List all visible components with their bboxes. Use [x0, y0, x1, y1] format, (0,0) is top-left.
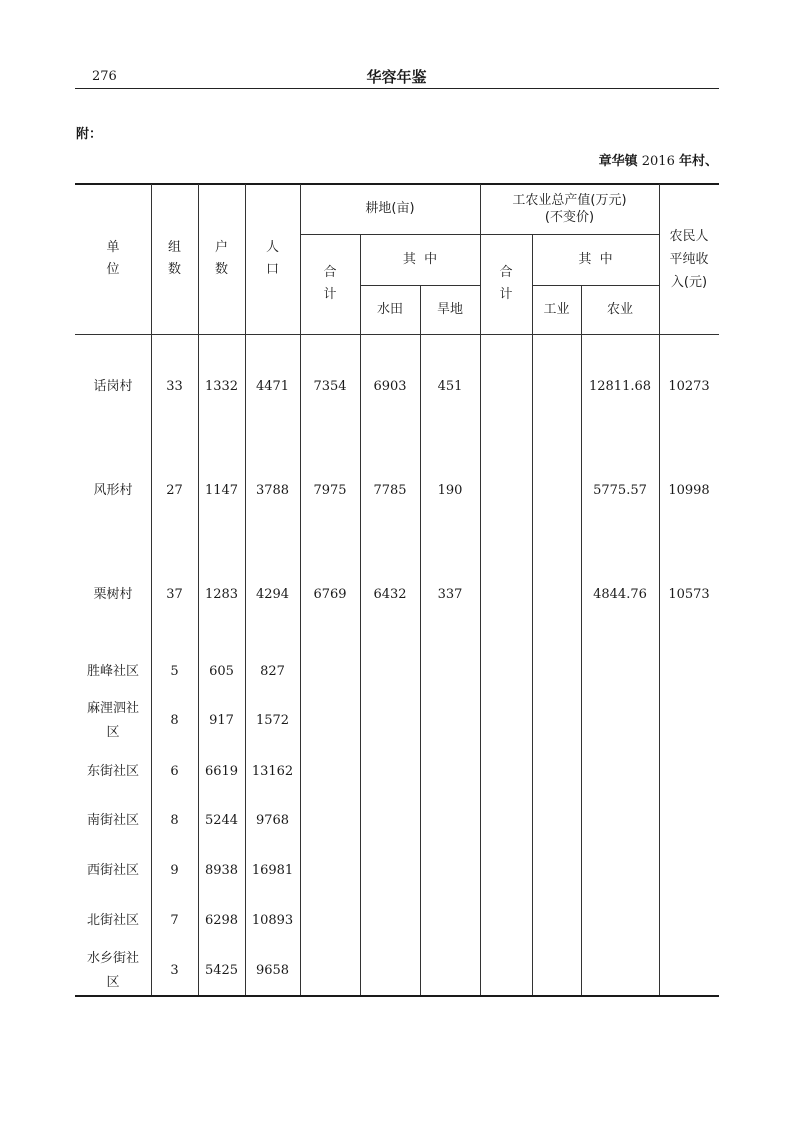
- cell-farmland-total: [300, 896, 360, 946]
- cell-dry-land: [420, 946, 480, 996]
- cell-paddy: 7785: [373, 483, 407, 498]
- cell-farmland-total: [300, 946, 360, 996]
- cell-households: 5244: [204, 813, 239, 828]
- cell-dry-land: 337: [437, 587, 463, 602]
- cell-dry-land: [420, 796, 480, 846]
- cell-unit: 话岗村: [93, 379, 133, 394]
- header-output-of-which: 其 中: [578, 251, 613, 267]
- cell-population: 1572: [255, 713, 290, 728]
- header-paddy: 水田: [376, 301, 403, 317]
- cell-industry: [532, 696, 581, 746]
- header-farmland: 耕地(亩): [365, 201, 415, 216]
- cell-groups: 3: [170, 963, 179, 978]
- cell-agriculture: [581, 747, 659, 797]
- header-output-value: 工农业总产值(万元) (不变价): [512, 193, 627, 225]
- cell-output-total: [480, 570, 532, 620]
- cell-output-total: [480, 466, 532, 516]
- cell-income: [659, 796, 719, 846]
- cell-paddy: [360, 896, 420, 946]
- cell-farmland-total: [300, 796, 360, 846]
- cell-industry: [532, 846, 581, 896]
- header-industry: 工业: [543, 301, 570, 317]
- appendix-label: 附：: [76, 127, 103, 142]
- cell-groups: 6: [170, 764, 179, 779]
- cell-income: [659, 946, 719, 996]
- cell-households: 1332: [204, 379, 239, 394]
- cell-dry-land: 190: [437, 483, 463, 498]
- cell-population: 4294: [255, 587, 290, 602]
- cell-agriculture: [581, 647, 659, 697]
- cell-unit: 麻浬泗社 区: [86, 701, 139, 740]
- cell-unit: 水乡街社 区: [86, 951, 139, 990]
- header-bottom-rule: [75, 334, 719, 335]
- caption-suffix: 年村、: [678, 154, 718, 169]
- cell-unit: 东街社区: [86, 764, 139, 779]
- cell-unit: 北街社区: [86, 913, 139, 928]
- cell-agriculture: [581, 796, 659, 846]
- cell-income: [659, 696, 719, 746]
- cell-paddy: [360, 846, 420, 896]
- cell-paddy: [360, 747, 420, 797]
- caption-prefix: 章华镇: [598, 154, 638, 169]
- cell-agriculture: 5775.57: [593, 483, 647, 498]
- cell-paddy: [360, 696, 420, 746]
- cell-income: [659, 647, 719, 697]
- cell-households: 1147: [204, 483, 239, 498]
- header-population: 人口: [265, 240, 279, 277]
- cell-dry-land: [420, 747, 480, 797]
- header-agriculture: 农业: [606, 301, 633, 317]
- cell-output-total: [480, 846, 532, 896]
- cell-farmland-total: [300, 696, 360, 746]
- cell-output-total: [480, 647, 532, 697]
- cell-output-total: [480, 796, 532, 846]
- cell-agriculture: [581, 846, 659, 896]
- header-unit: 单位: [106, 240, 120, 277]
- cell-income: 10273: [668, 379, 710, 394]
- header-farmland-of-which: 其 中: [402, 251, 438, 267]
- cell-groups: 9: [170, 863, 179, 878]
- cell-paddy: [360, 647, 420, 697]
- cell-unit: 西街社区: [86, 863, 139, 878]
- cell-agriculture: [581, 946, 659, 996]
- cell-output-total: [480, 946, 532, 996]
- cell-industry: [532, 796, 581, 846]
- cell-agriculture: 12811.68: [588, 379, 652, 394]
- cell-population: 827: [260, 664, 285, 679]
- cell-unit: 栗树村: [93, 587, 133, 602]
- cell-farmland-total: [300, 747, 360, 797]
- cell-population: 9658: [255, 963, 290, 978]
- header-farmland-total: 合计: [323, 265, 337, 302]
- cell-farmland-total: 6769: [313, 587, 347, 602]
- cell-groups: 33: [166, 379, 183, 394]
- cell-population: 3788: [255, 483, 290, 498]
- cell-households: 917: [209, 713, 234, 728]
- cell-dry-land: [420, 647, 480, 697]
- cell-agriculture: [581, 696, 659, 746]
- header-households: 户数: [214, 240, 228, 277]
- cell-groups: 5: [170, 664, 179, 679]
- cell-farmland-total: [300, 846, 360, 896]
- cell-output-total: [480, 696, 532, 746]
- cell-population: 10893: [251, 913, 294, 928]
- cell-unit: 风形村: [93, 483, 133, 498]
- cell-unit: 胜峰社区: [86, 664, 139, 679]
- cell-unit: 南街社区: [86, 813, 139, 828]
- cell-households: 605: [209, 664, 234, 679]
- cell-groups: 27: [166, 483, 183, 498]
- cell-income: [659, 896, 719, 946]
- cell-industry: [532, 896, 581, 946]
- cell-agriculture: [581, 896, 659, 946]
- cell-output-total: [480, 896, 532, 946]
- cell-dry-land: [420, 846, 480, 896]
- cell-population: 9768: [255, 813, 290, 828]
- cell-industry: [532, 362, 581, 412]
- cell-output-total: [480, 362, 532, 412]
- header-income: 农民人平纯收入(元): [669, 228, 709, 290]
- cell-paddy: [360, 946, 420, 996]
- cell-industry: [532, 466, 581, 516]
- cell-population: 16981: [251, 863, 294, 878]
- cell-farmland-total: 7354: [313, 379, 347, 394]
- cell-groups: 8: [170, 713, 179, 728]
- table-caption: [599, 150, 718, 169]
- header-rule: [75, 88, 719, 89]
- cell-population: 13162: [251, 764, 294, 779]
- cell-dry-land: [420, 696, 480, 746]
- caption-year: 2016: [641, 154, 675, 169]
- cell-farmland-total: 7975: [313, 483, 347, 498]
- cell-population: 4471: [255, 379, 290, 394]
- cell-paddy: [360, 796, 420, 846]
- cell-income: 10573: [668, 587, 710, 602]
- cell-agriculture: 4844.76: [593, 587, 647, 602]
- cell-households: 8938: [204, 863, 239, 878]
- cell-households: 6298: [204, 913, 239, 928]
- cell-income: [659, 846, 719, 896]
- cell-groups: 37: [166, 587, 183, 602]
- cell-industry: [532, 570, 581, 620]
- cell-income: 10998: [668, 483, 710, 498]
- page-number: 276: [92, 69, 117, 84]
- cell-output-total: [480, 747, 532, 797]
- cell-households: 1283: [204, 587, 239, 602]
- header-groups: 组数: [167, 240, 181, 277]
- cell-paddy: 6432: [373, 587, 407, 602]
- cell-industry: [532, 747, 581, 797]
- cell-households: 5425: [204, 963, 239, 978]
- cell-income: [659, 747, 719, 797]
- header-output-total: 合计: [499, 265, 513, 302]
- header-dry-land: 旱地: [436, 301, 463, 317]
- cell-dry-land: [420, 896, 480, 946]
- cell-industry: [532, 647, 581, 697]
- cell-groups: 7: [170, 913, 179, 928]
- cell-farmland-total: [300, 647, 360, 697]
- cell-paddy: 6903: [373, 379, 407, 394]
- cell-dry-land: 451: [437, 379, 463, 394]
- cell-industry: [532, 946, 581, 996]
- cell-groups: 8: [170, 813, 179, 828]
- cell-households: 6619: [204, 764, 239, 779]
- book-title: 华容年鉴: [366, 68, 427, 86]
